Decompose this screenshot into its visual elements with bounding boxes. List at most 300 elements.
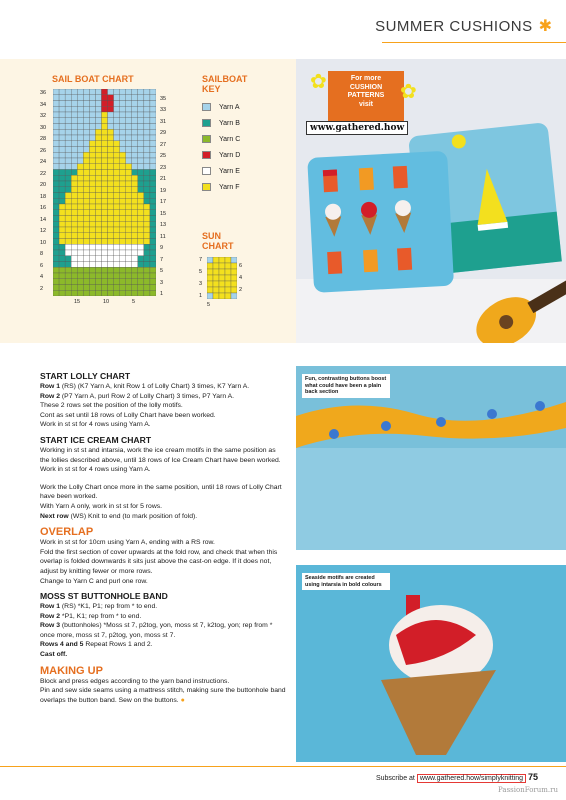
chart-cell <box>150 285 156 291</box>
chart-cell <box>114 101 120 107</box>
chart-cell <box>83 135 89 141</box>
footer-rule <box>0 766 566 767</box>
chart-cell <box>132 244 138 250</box>
chart-cell <box>120 101 126 107</box>
chart-cell <box>120 129 126 135</box>
chart-cell <box>65 101 71 107</box>
chart-cell <box>101 233 107 239</box>
chart-cell <box>101 256 107 262</box>
chart-cell <box>126 158 132 164</box>
header-rule <box>382 42 566 43</box>
chart-cell <box>53 175 59 181</box>
chart-cell <box>83 152 89 158</box>
chart-cell <box>101 193 107 199</box>
chart-cell <box>108 233 114 239</box>
lolly-para2: Cont as set until 18 rows of Lolly Chart have been worked. <box>40 411 216 419</box>
chart-cell <box>77 106 83 112</box>
chart-cell <box>77 262 83 268</box>
key-item-yarn-f <box>202 183 240 191</box>
chart-cell <box>89 89 95 95</box>
chart-cell <box>144 112 150 118</box>
chart-cell <box>108 262 114 268</box>
chart-cell <box>138 141 144 147</box>
chart-cell <box>132 193 138 199</box>
chart-cell <box>59 250 65 256</box>
heading-ice-cream: START ICE CREAM CHART <box>40 434 152 445</box>
chart-cell <box>89 216 95 222</box>
seaside-illustration <box>296 565 566 762</box>
chart-cell <box>59 204 65 210</box>
chart-cell <box>150 164 156 170</box>
chart-cell <box>108 187 114 193</box>
chart-cell <box>83 112 89 118</box>
swatch-yarn-c <box>202 135 211 143</box>
chart-cell <box>53 198 59 204</box>
chart-cell <box>132 181 138 187</box>
chart-cell <box>83 158 89 164</box>
moss-row3-label: Row 3 <box>40 622 61 630</box>
chart-cell <box>138 95 144 101</box>
chart-cell <box>71 204 77 210</box>
sail-chart-col-5: 5 <box>132 299 136 305</box>
chart-cell <box>65 221 71 227</box>
chart-cell <box>101 95 107 101</box>
cushions-photo <box>296 59 566 343</box>
chart-cell <box>108 221 114 227</box>
chart-cell <box>65 279 71 285</box>
key-label-yarn-c: Yarn C <box>219 135 241 143</box>
chart-cell <box>89 198 95 204</box>
chart-cell <box>120 147 126 153</box>
chart-cell <box>83 164 89 170</box>
chart-cell <box>53 95 59 101</box>
ice-next-text: (WS) Knit to end (to mark position of fold). <box>68 512 198 520</box>
chart-cell <box>144 250 150 256</box>
chart-cell <box>114 187 120 193</box>
chart-cell <box>126 187 132 193</box>
chart-cell <box>95 106 101 112</box>
chart-cell <box>150 233 156 239</box>
ice-para1: Working in st st and intarsia, work the ice cream motifs in the same position as the lollies described above, until 18 rows of Ice Cream Chart have been worked. <box>40 446 281 464</box>
swatch-yarn-e <box>202 167 211 175</box>
chart-cell <box>71 175 77 181</box>
chart-cell <box>132 250 138 256</box>
chart-cell <box>65 187 71 193</box>
spacer <box>40 475 286 483</box>
chart-cell <box>71 141 77 147</box>
chart-cell <box>59 135 65 141</box>
chart-cell <box>126 256 132 262</box>
chart-cell <box>150 158 156 164</box>
sail-row-label: 5 <box>160 268 164 275</box>
chart-cell <box>77 129 83 135</box>
sail-row-label: 4 <box>40 274 44 280</box>
chart-cell <box>144 124 150 130</box>
chart-cell <box>108 175 114 181</box>
chart-cell <box>126 279 132 285</box>
chart-cell <box>144 187 150 193</box>
chart-cell <box>77 285 83 291</box>
caption-buttons: Fun, contrasting buttons boost what could have been a plain back section <box>302 374 390 398</box>
chart-cell <box>132 106 138 112</box>
sun-chart-cell <box>219 281 225 287</box>
buttons-photo <box>296 366 566 550</box>
chart-cell <box>83 244 89 250</box>
chart-cell <box>114 239 120 245</box>
chart-cell <box>108 141 114 147</box>
chart-cell <box>53 250 59 256</box>
sun-chart-cell <box>213 263 219 269</box>
chart-cell <box>138 89 144 95</box>
chart-cell <box>71 124 77 130</box>
sun-chart-cell <box>213 275 219 281</box>
chart-cell <box>77 233 83 239</box>
chart-cell <box>108 216 114 222</box>
chart-cell <box>132 239 138 245</box>
chart-cell <box>53 158 59 164</box>
chart-cell <box>126 89 132 95</box>
chart-cell <box>53 285 59 291</box>
chart-cell <box>126 244 132 250</box>
chart-cell <box>126 204 132 210</box>
chart-cell <box>59 244 65 250</box>
sail-row-label: 36 <box>40 90 47 96</box>
chart-cell <box>144 181 150 187</box>
chart-cell <box>65 124 71 130</box>
chart-cell <box>89 158 95 164</box>
chart-cell <box>132 129 138 135</box>
chart-cell <box>95 187 101 193</box>
chart-cell <box>144 227 150 233</box>
chart-cell <box>120 250 126 256</box>
chart-cell <box>89 124 95 130</box>
chart-cell <box>132 290 138 296</box>
chart-cell <box>150 129 156 135</box>
moss-row3-text: (buttonholes) *Moss st 7, p2tog, yon, moss st 7, k2tog, yon; rep from * once more, moss st 7, p2tog, yon, moss st 7. <box>40 622 273 639</box>
chart-cell <box>83 279 89 285</box>
chart-cell <box>120 112 126 118</box>
chart-cell <box>108 227 114 233</box>
swatch-yarn-f <box>202 183 211 191</box>
chart-cell <box>126 106 132 112</box>
chart-cell <box>138 193 144 199</box>
chart-cell <box>132 204 138 210</box>
chart-cell <box>89 187 95 193</box>
sail-row-label: 3 <box>160 279 164 286</box>
chart-cell <box>138 285 144 291</box>
chart-cell <box>120 221 126 227</box>
chart-cell <box>71 256 77 262</box>
chart-cell <box>59 227 65 233</box>
chart-cell <box>132 112 138 118</box>
chart-cell <box>138 135 144 141</box>
chart-cell <box>83 187 89 193</box>
chart-cell <box>65 135 71 141</box>
chart-cell <box>65 170 71 176</box>
chart-cell <box>95 204 101 210</box>
chart-cell <box>132 187 138 193</box>
sun-title-line1: SUN <box>202 231 222 241</box>
chart-cell <box>83 267 89 273</box>
chart-cell <box>71 129 77 135</box>
chart-cell <box>95 89 101 95</box>
chart-cell <box>59 233 65 239</box>
chart-cell <box>101 101 107 107</box>
chart-cell <box>89 239 95 245</box>
sail-row-label: 6 <box>40 262 44 269</box>
chart-cell <box>65 106 71 112</box>
sail-chart-col-15: 15 <box>74 299 81 305</box>
chart-cell <box>108 273 114 279</box>
chart-cell <box>150 279 156 285</box>
sail-row-label: 11 <box>160 233 166 240</box>
chart-cell <box>89 290 95 296</box>
sun-chart-cell <box>213 287 219 293</box>
key-item-yarn-e <box>202 167 240 175</box>
chart-cell <box>59 285 65 291</box>
chart-cell <box>89 152 95 158</box>
chart-cell <box>120 285 126 291</box>
swatch-yarn-d <box>202 151 211 159</box>
chart-cell <box>77 118 83 124</box>
chart-cell <box>101 216 107 222</box>
heading-lolly: START LOLLY CHART <box>40 371 131 381</box>
lolly-para1: These 2 rows set the position of the lolly motifs. <box>40 402 183 410</box>
chart-cell <box>53 273 59 279</box>
chart-cell <box>101 227 107 233</box>
heading-making-up: MAKING UP <box>40 664 103 677</box>
chart-cell <box>53 267 59 273</box>
flower-icon: ✱ <box>538 17 552 35</box>
chart-cell <box>144 244 150 250</box>
chart-cell <box>95 221 101 227</box>
chart-cell <box>144 210 150 216</box>
moss-row2 <box>40 612 286 622</box>
chart-cell <box>144 279 150 285</box>
chart-cell <box>120 89 126 95</box>
chart-cell <box>53 101 59 107</box>
chart-cell <box>89 135 95 141</box>
chart-cell <box>95 239 101 245</box>
chart-cell <box>108 250 114 256</box>
chart-cell <box>77 250 83 256</box>
chart-cell <box>138 273 144 279</box>
chart-cell <box>77 124 83 130</box>
chart-cell <box>59 239 65 245</box>
chart-cell <box>150 118 156 124</box>
promo-line1: For more <box>350 75 382 82</box>
sun-chart-cell <box>207 263 213 269</box>
chart-cell <box>150 141 156 147</box>
chart-cell <box>83 193 89 199</box>
chart-cell <box>59 141 65 147</box>
chart-cell <box>89 244 95 250</box>
chart-cell <box>95 216 101 222</box>
chart-cell <box>114 152 120 158</box>
chart-cell <box>101 187 107 193</box>
sun-chart-cell <box>207 257 213 263</box>
chart-cell <box>126 95 132 101</box>
chart-cell <box>108 89 114 95</box>
chart-cell <box>59 198 65 204</box>
chart-cell <box>101 152 107 158</box>
chart-cell <box>120 216 126 222</box>
promo-url[interactable]: www.gathered.how <box>306 121 408 135</box>
chart-cell <box>95 244 101 250</box>
chart-cell <box>65 273 71 279</box>
chart-cell <box>77 210 83 216</box>
chart-cell <box>59 221 65 227</box>
chart-cell <box>150 210 156 216</box>
chart-cell <box>65 204 71 210</box>
sun-chart-cell <box>225 287 231 293</box>
sun-chart-cell <box>207 281 213 287</box>
chart-cell <box>120 262 126 268</box>
page-number: 75 <box>527 772 538 782</box>
chart-cell <box>108 290 114 296</box>
chart-cell <box>77 221 83 227</box>
chart-cell <box>83 181 89 187</box>
chart-cell <box>89 170 95 176</box>
key-label-yarn-d: Yarn D <box>219 151 241 159</box>
chart-cell <box>95 279 101 285</box>
chart-cell <box>150 256 156 262</box>
chart-cell <box>132 210 138 216</box>
chart-cell <box>132 279 138 285</box>
moss-cast-off: Cast off. <box>40 651 68 659</box>
chart-cell <box>83 147 89 153</box>
sail-row-label: 17 <box>160 199 167 206</box>
chart-cell <box>108 95 114 101</box>
chart-cell <box>138 204 144 210</box>
chart-cell <box>150 187 156 193</box>
chart-cell <box>132 152 138 158</box>
chart-cell <box>126 101 132 107</box>
chart-cell <box>132 101 138 107</box>
sun-chart-cell <box>213 257 219 263</box>
chart-cell <box>95 170 101 176</box>
chart-cell <box>114 135 120 141</box>
swatch-yarn-a <box>202 103 211 111</box>
sun-row-6: 6 <box>239 263 243 269</box>
chart-cell <box>59 124 65 130</box>
sun-chart-cell <box>213 281 219 287</box>
chart-cell <box>120 267 126 273</box>
chart-cell <box>101 106 107 112</box>
chart-cell <box>59 187 65 193</box>
chart-cell <box>120 239 126 245</box>
chart-cell <box>71 101 77 107</box>
chart-cell <box>95 135 101 141</box>
chart-cell <box>126 118 132 124</box>
chart-cell <box>126 239 132 245</box>
chart-cell <box>71 279 77 285</box>
sail-row-label: 15 <box>160 210 167 217</box>
sail-row-label: 24 <box>40 159 47 165</box>
chart-cell <box>150 216 156 222</box>
chart-cell <box>138 152 144 158</box>
chart-cell <box>77 187 83 193</box>
chart-cell <box>126 112 132 118</box>
chart-cell <box>114 158 120 164</box>
chart-cell <box>95 164 101 170</box>
chart-cell <box>83 198 89 204</box>
chart-cell <box>138 267 144 273</box>
sun-chart-cell <box>231 269 237 275</box>
chart-cell <box>71 152 77 158</box>
moss-row1 <box>40 602 286 612</box>
chart-cell <box>71 181 77 187</box>
footer-subscribe <box>376 774 526 783</box>
chart-cell <box>77 279 83 285</box>
sun-chart-cell <box>225 269 231 275</box>
chart-cell <box>59 147 65 153</box>
chart-cell <box>150 290 156 296</box>
chart-cell <box>71 170 77 176</box>
chart-cell <box>71 216 77 222</box>
chart-cell <box>89 267 95 273</box>
end-mark-icon: ● <box>180 696 185 704</box>
ice-para4: With Yarn A only, work in st st for 5 rows. <box>40 502 163 510</box>
lolly-row1-text: (RS) (K7 Yarn A, knit Row 1 of Lolly Chart) 3 times, K7 Yarn A. <box>60 383 250 390</box>
chart-cell <box>150 198 156 204</box>
chart-cell <box>126 250 132 256</box>
chart-cell <box>120 273 126 279</box>
chart-cell <box>53 141 59 147</box>
chart-cell <box>150 239 156 245</box>
chart-cell <box>108 101 114 107</box>
chart-cell <box>114 175 120 181</box>
heading-moss-band: MOSS ST BUTTONHOLE BAND <box>40 591 168 602</box>
chart-cell <box>126 193 132 199</box>
chart-cell <box>71 290 77 296</box>
sail-row-label: 1 <box>160 291 164 298</box>
chart-cell <box>95 285 101 291</box>
chart-cell <box>95 290 101 296</box>
chart-cell <box>65 147 71 153</box>
chart-cell <box>138 262 144 268</box>
chart-cell <box>71 244 77 250</box>
chart-cell <box>132 216 138 222</box>
making-para1: Block and press edges according to the yarn band instructions. <box>40 677 230 685</box>
chart-cell <box>132 158 138 164</box>
chart-cell <box>138 158 144 164</box>
chart-panel <box>0 59 296 343</box>
chart-cell <box>53 181 59 187</box>
chart-cell <box>126 216 132 222</box>
subscribe-url[interactable]: www.gathered.how/simplyknitting <box>417 774 526 783</box>
chart-cell <box>71 267 77 273</box>
chart-cell <box>120 152 126 158</box>
chart-cell <box>83 239 89 245</box>
chart-cell <box>53 152 59 158</box>
chart-cell <box>71 135 77 141</box>
chart-cell <box>138 250 144 256</box>
chart-cell <box>65 152 71 158</box>
chart-cell <box>77 164 83 170</box>
chart-cell <box>65 175 71 181</box>
chart-cell <box>126 267 132 273</box>
chart-cell <box>120 198 126 204</box>
chart-cell <box>65 141 71 147</box>
chart-cell <box>89 95 95 101</box>
chart-cell <box>83 170 89 176</box>
chart-cell <box>120 290 126 296</box>
chart-cell <box>114 198 120 204</box>
chart-cell <box>108 239 114 245</box>
chart-cell <box>138 198 144 204</box>
chart-cell <box>53 221 59 227</box>
